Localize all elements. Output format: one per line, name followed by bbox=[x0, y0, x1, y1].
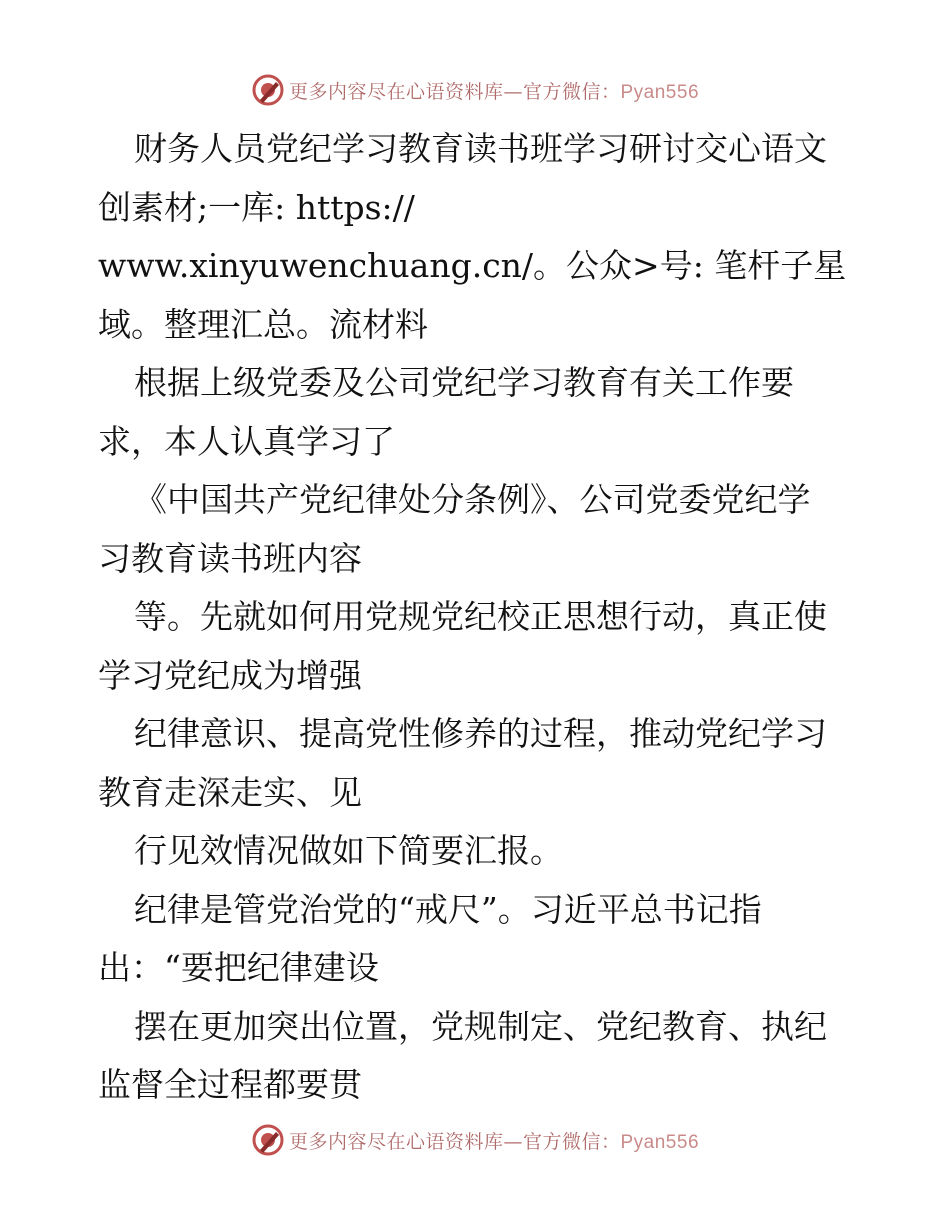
footer-watermark bbox=[0, 1120, 950, 1160]
paragraph-line: 域。整理汇总。流材料 bbox=[98, 304, 428, 344]
paragraph-line: 《中国共产党纪律处分条例》、公司党委党纪学 bbox=[134, 480, 811, 519]
paragraph-line: 习教育读书班内容 bbox=[98, 538, 362, 578]
pen-logo-icon bbox=[251, 73, 285, 107]
watermark-text: 更多内容尽在心语资料库—官方微信：Pyan556 bbox=[288, 1130, 700, 1153]
paragraph-line: 摆在更加突出位置，党规制定、党纪教育、执纪 bbox=[134, 1006, 827, 1046]
paragraph-line: 等。先就如何用党规党纪校正思想行动，真正使 bbox=[134, 597, 827, 636]
paragraph-line: 学习党纪成为增强 bbox=[98, 655, 362, 695]
paragraph-line: 求，本人认真学习了 bbox=[98, 421, 395, 461]
paragraph-line: 创素材;一库: https:// bbox=[98, 187, 415, 227]
paragraph-line: 教育走深走实、见 bbox=[98, 772, 362, 812]
watermark-text: 更多内容尽在心语资料库—官方微信：Pyan556 bbox=[288, 80, 700, 103]
paragraph-line: 监督全过程都要贯 bbox=[98, 1065, 362, 1104]
paragraph-line: 根据上级党委及公司党纪学习教育有关工作要 bbox=[134, 363, 794, 402]
pen-logo-icon bbox=[251, 1123, 285, 1157]
paragraph-line: 出：“要把纪律建设 bbox=[98, 948, 379, 987]
header-watermark bbox=[0, 70, 950, 110]
paragraph-line: 财务人员党纪学习教育读书班学习研讨交心语文 bbox=[134, 129, 827, 168]
paragraph-line: 纪律是管党治党的“戒尺”。习近平总书记指 bbox=[134, 889, 762, 929]
paragraph-line: 纪律意识、提高党性修养的过程，推动党纪学习 bbox=[134, 714, 827, 753]
paragraph-line: 行见效情况做如下简要汇报。 bbox=[134, 831, 563, 870]
document-body bbox=[98, 120, 858, 1115]
paragraph-line: www.xinyuwenchuang.cn/。公众>号: 笔杆子星 bbox=[98, 246, 847, 285]
